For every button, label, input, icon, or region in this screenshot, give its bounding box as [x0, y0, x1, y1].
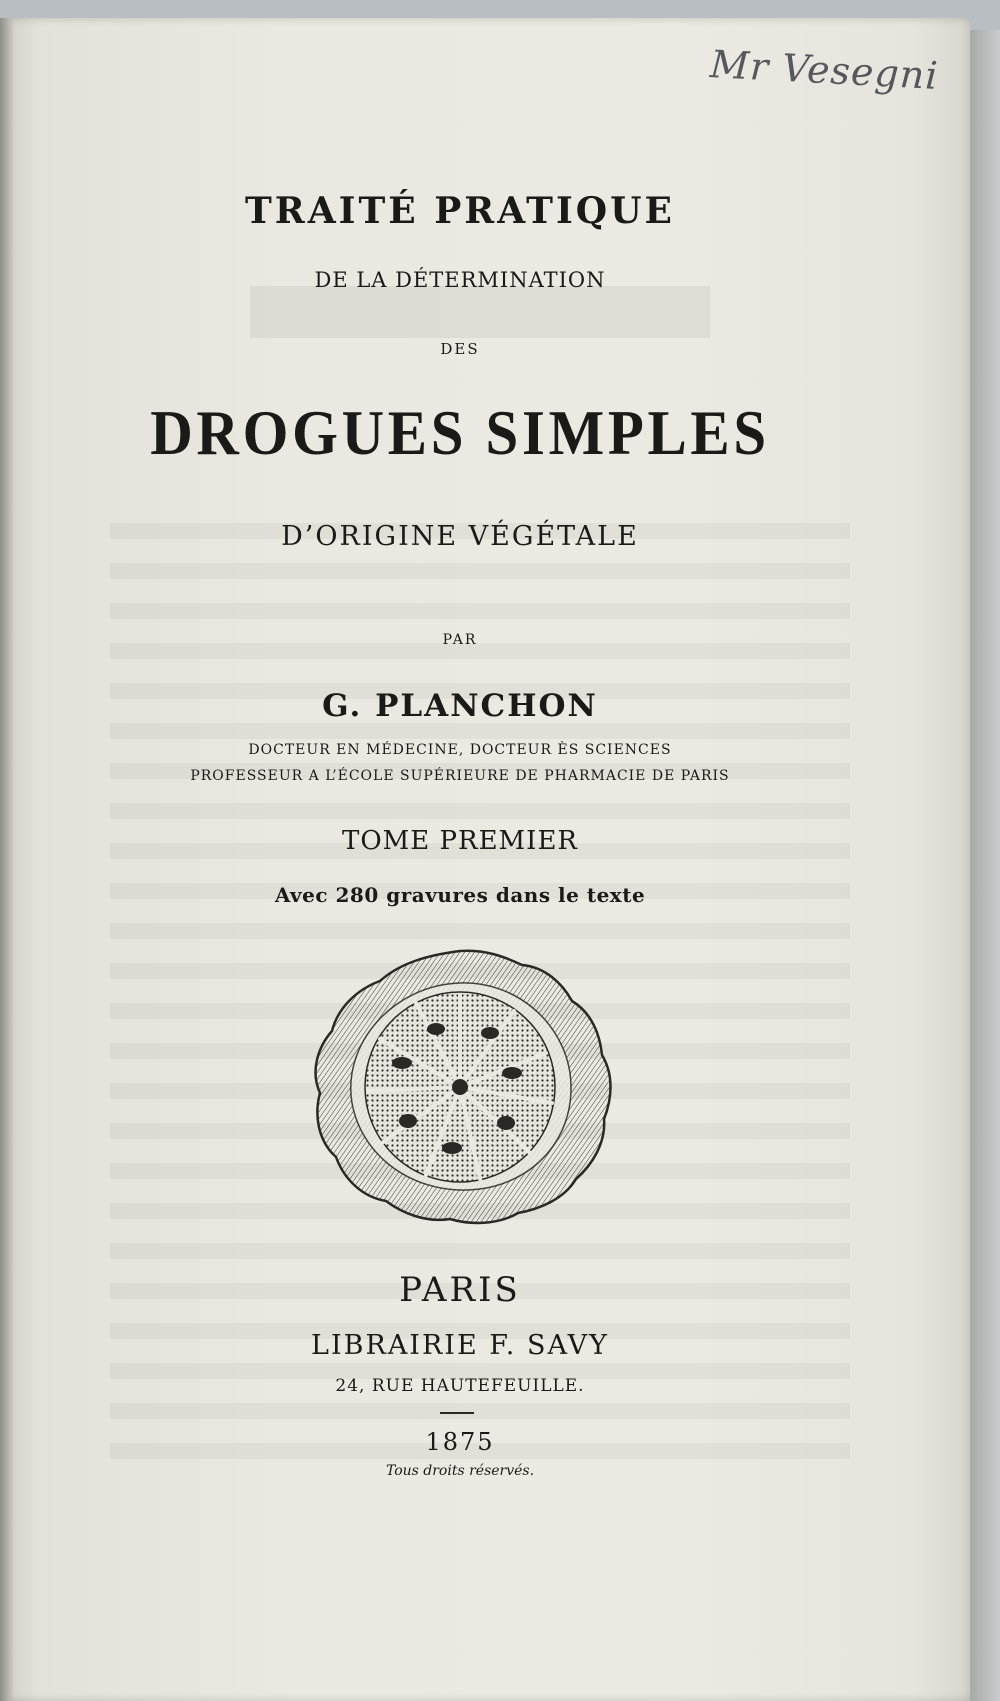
show-through-line — [110, 803, 850, 819]
divider-rule — [440, 1412, 474, 1414]
rights-notice: Tous droits réservés. — [385, 1463, 535, 1479]
publisher-name: LIBRAIRIE F. SAVY — [311, 1330, 609, 1361]
show-through-line — [110, 1243, 850, 1259]
book-page — [0, 18, 970, 1701]
publisher-address: 24, RUE HAUTEFEUILLE. — [335, 1376, 585, 1396]
title-line-3: DES — [440, 340, 480, 358]
author-name: G. PLANCHON — [322, 688, 598, 724]
author-credentials-1: DOCTEUR EN MÉDECINE, DOCTEUR ÈS SCIENCES — [248, 742, 672, 758]
show-through-line — [110, 923, 850, 939]
main-title: DROGUES SIMPLES — [150, 397, 770, 468]
show-through-line — [110, 603, 850, 619]
author-credentials-2: PROFESSEUR A L’ÉCOLE SUPÉRIEURE DE PHARMACIE DE PARIS — [190, 768, 730, 784]
show-through-heading — [250, 286, 710, 338]
page-right-edge — [970, 30, 1000, 1701]
plant-stem-cross-section-engraving-icon — [300, 943, 620, 1228]
publication-year: 1875 — [425, 1428, 495, 1456]
show-through-line — [110, 563, 850, 579]
handwritten-signature: Mr Vesegni — [709, 42, 940, 98]
show-through-line — [110, 1403, 850, 1419]
subtitle: D’ORIGINE VÉGÉTALE — [281, 521, 639, 552]
show-through-line — [110, 723, 850, 739]
volume-label: TOME PREMIER — [341, 826, 579, 856]
publication-city: PARIS — [399, 1270, 521, 1310]
title-line-1: TRAITÉ PRATIQUE — [244, 190, 675, 232]
by-line: PAR — [442, 632, 478, 648]
page-spine-shadow — [0, 18, 14, 1701]
engravings-note: Avec 280 gravures dans le texte — [274, 883, 646, 907]
title-line-2: DE LA DÉTERMINATION — [314, 268, 606, 292]
